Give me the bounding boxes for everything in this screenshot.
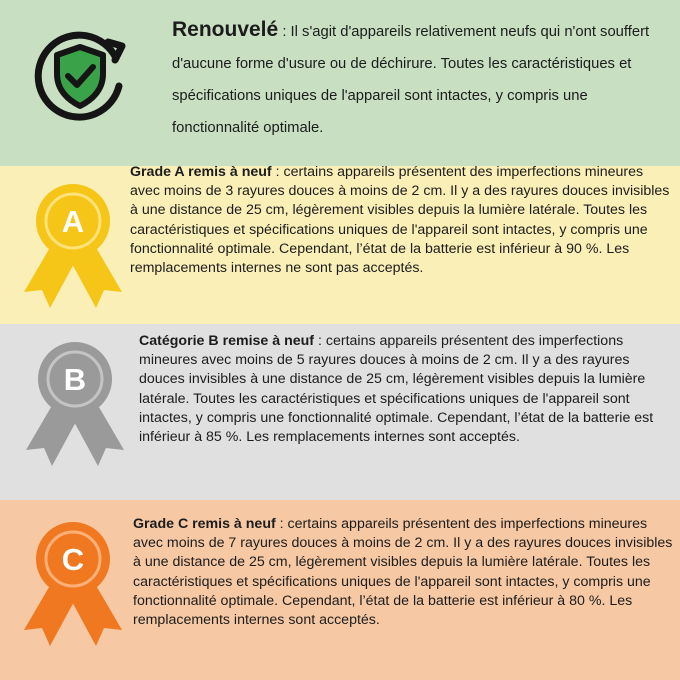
- grade-a-title: Grade A remis à neuf: [130, 164, 272, 180]
- grade-a-text: : certains appareils présentent des imperfections mineures avec moins de 3 rayures douces à moins de 2 cm. Il y a des rayures douces invisibles à une distance de 25 cm, légèrement visibles depuis la lumière latérale. Toutes les caractéristiques et spécifications uniques de l'appareil sont intactes, y compris une fonctionnalité optimale. Cependant, l’état de la batterie est inférieur à 90 %. Les remplacements internes ne sont pas acceptés.: [130, 164, 670, 277]
- grade-b-text: : certains appareils présentent des imperfections mineures avec moins de 5 rayures douces à moins de 2 cm. Il y a des rayures douces invisibles à une distance de 25 cm, légèrement visibles depuis la lumière latérale. Toutes les caractéristiques et spécifications uniques de l'appareil sont intactes, y compris une fonctionnalité optimale. Cependant, l’état de la batterie est inférieur à 85 %. Les remplacements internes sont acceptés.: [139, 333, 654, 446]
- grade-c-letter: C: [61, 542, 85, 577]
- renewed-text: : Il s'agit d'appareils relativement neufs qui n'ont souffert d'aucune forme d'usure ou de déchirure. Toutes les caractéristiques et spécifications uniques de l'appareil sont intactes, y compris une fonctionnalité optimale.: [172, 24, 650, 136]
- grade-b-description: [139, 332, 675, 447]
- ribbon-badge-icon: [20, 334, 130, 470]
- grade-c-text: : certains appareils présentent des imperfections mineures avec moins de 7 rayures douces à moins de 2 cm. Il y a des rayures douces invisibles à une distance de 25 cm, légèrement visibles depuis la lumière latérale. Toutes les caractéristiques et spécifications uniques de l'appareil sont intactes, y compris une fonctionnalité optimale. Cependant, l’état de la batterie est inférieur à 80 %. Les remplacements internes sont acceptés.: [133, 516, 673, 629]
- grade-b-letter: B: [63, 362, 87, 397]
- grade-a-letter: A: [61, 204, 85, 239]
- renewed-title: Renouvelé: [172, 18, 279, 41]
- grade-c-title: Grade C remis à neuf: [133, 516, 276, 532]
- shield-check-refresh-icon: [28, 24, 132, 128]
- grade-a-description: [130, 163, 675, 278]
- ribbon-badge-icon: [18, 514, 128, 650]
- grade-c-description: [133, 515, 675, 630]
- renewed-description: [172, 14, 672, 144]
- grade-b-title: Catégorie B remise à neuf: [139, 333, 315, 349]
- ribbon-badge-icon: [18, 176, 128, 312]
